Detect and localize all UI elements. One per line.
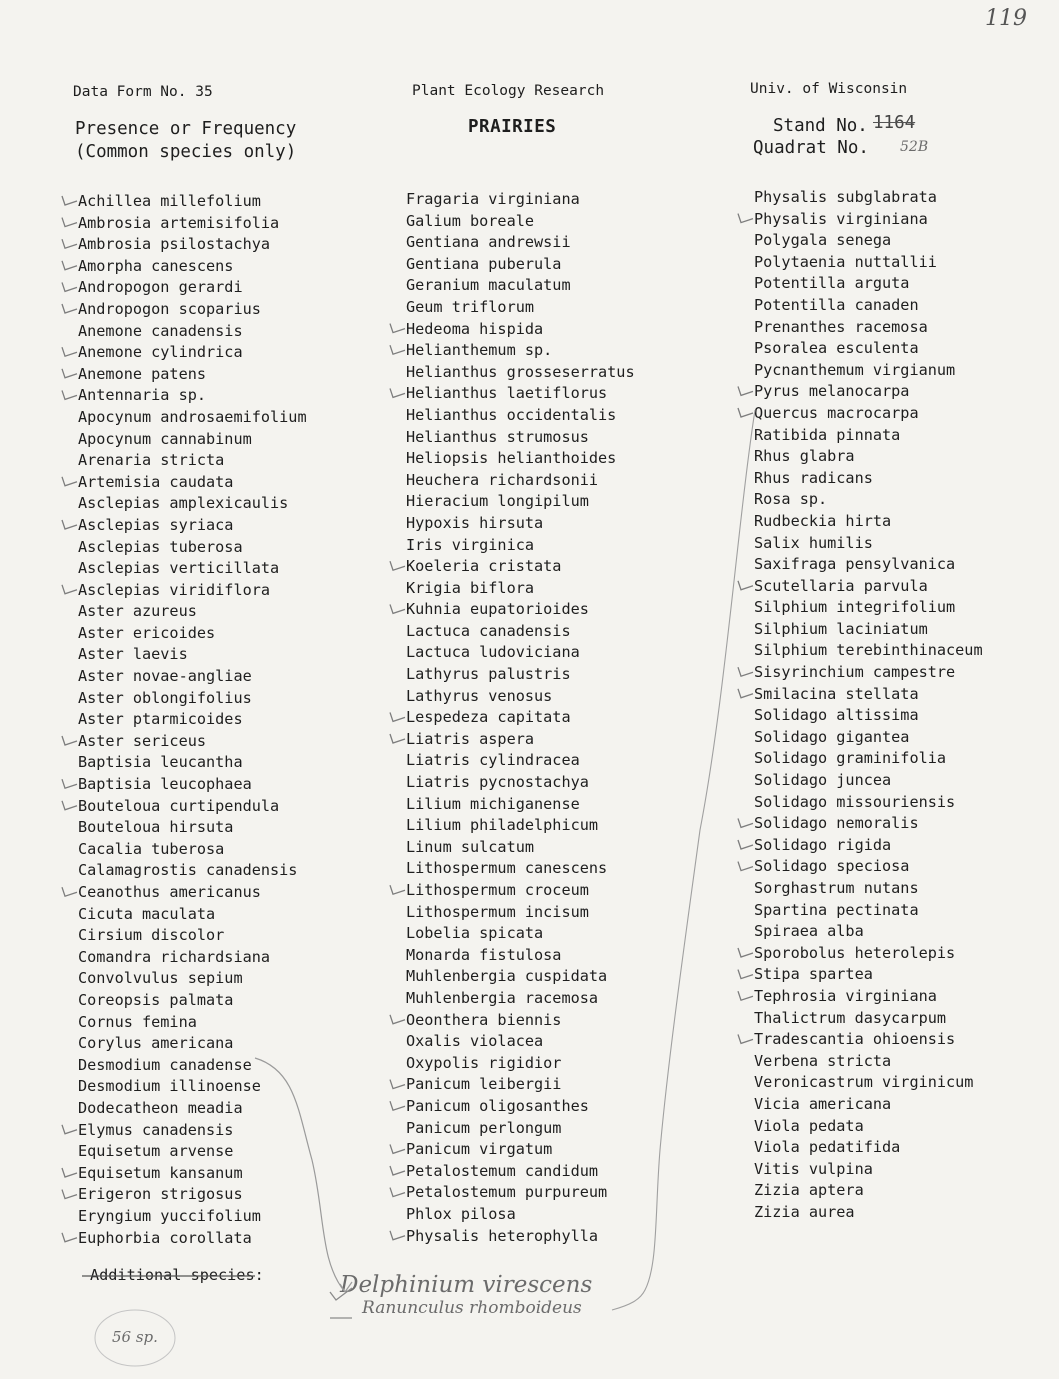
quadrat-label: Quadrat No. bbox=[753, 138, 869, 158]
species-item: Geranium maculatum bbox=[406, 276, 571, 295]
pencil-check-mark bbox=[390, 388, 405, 397]
species-item: Lilium michiganense bbox=[406, 794, 580, 813]
species-item: Lactuca ludoviciana bbox=[406, 643, 580, 662]
pencil-check-mark bbox=[738, 862, 753, 871]
species-item: Rudbeckia hirta bbox=[754, 511, 892, 530]
pencil-check-mark bbox=[390, 1144, 405, 1153]
species-item: Lespedeza capitata bbox=[406, 708, 571, 727]
species-item: Salix humilis bbox=[754, 533, 873, 552]
species-column-3 bbox=[754, 187, 983, 1224]
species-item: Anemone cylindrica bbox=[78, 343, 243, 362]
species-item: Panicum leibergii bbox=[406, 1075, 562, 1094]
species-item: Helianthus strumosus bbox=[406, 427, 589, 446]
species-item: Kuhnia eupatorioides bbox=[406, 600, 589, 619]
species-item: Phlox pilosa bbox=[406, 1204, 516, 1223]
species-item: Potentilla canaden bbox=[754, 295, 919, 314]
presence-line-2: (Common species only) bbox=[75, 142, 297, 162]
species-item: Bouteloua hirsuta bbox=[78, 818, 234, 837]
species-item: Heuchera richardsonii bbox=[406, 470, 599, 489]
pencil-check-mark bbox=[738, 689, 753, 698]
species-item: Stipa spartea bbox=[754, 965, 873, 984]
species-item: Anemone patens bbox=[78, 364, 207, 383]
species-item: Physalis heterophylla bbox=[406, 1226, 599, 1245]
species-item: Krigia biflora bbox=[406, 578, 535, 597]
species-item: Galium boreale bbox=[406, 211, 535, 230]
pencil-check-mark bbox=[738, 991, 753, 1000]
pencil-check-mark bbox=[738, 840, 753, 849]
species-item: Equisetum arvense bbox=[78, 1142, 234, 1161]
species-item: Psoralea esculenta bbox=[754, 339, 919, 358]
species-item: Veronicastrum virginicum bbox=[754, 1073, 974, 1092]
species-item: Cicuta maculata bbox=[78, 904, 216, 923]
species-item: Elymus canadensis bbox=[78, 1120, 234, 1139]
species-item: Apocynum cannabinum bbox=[78, 429, 252, 448]
page-title: PRAIRIES bbox=[468, 117, 557, 137]
pencil-check-mark bbox=[62, 801, 77, 810]
species-item: Smilacina stellata bbox=[754, 684, 919, 703]
species-item: Liatris cylindracea bbox=[406, 751, 580, 770]
pencil-check-mark bbox=[62, 218, 77, 227]
species-item: Lobelia spicata bbox=[406, 924, 544, 943]
species-item: Muhlenbergia cuspidata bbox=[406, 967, 608, 986]
species-item: Apocynum androsaemifolium bbox=[78, 407, 307, 426]
species-item: Lithospermum incisum bbox=[406, 902, 589, 921]
species-item: Panicum oligosanthes bbox=[406, 1096, 589, 1115]
pencil-check-mark bbox=[390, 1166, 405, 1175]
species-item: Spiraea alba bbox=[754, 922, 864, 941]
pencil-check-mark bbox=[738, 970, 753, 979]
species-item: Asclepias viridiflora bbox=[78, 580, 271, 599]
species-item: Quercus macrocarpa bbox=[754, 403, 919, 422]
pencil-check-mark bbox=[62, 520, 77, 529]
species-item: Lactuca canadensis bbox=[406, 621, 571, 640]
species-item: Lathyrus palustris bbox=[406, 665, 571, 684]
species-item: Cacalia tuberosa bbox=[78, 839, 225, 858]
species-item: Euphorbia corollata bbox=[78, 1228, 252, 1247]
species-item: Aster sericeus bbox=[78, 731, 207, 750]
pencil-check-mark bbox=[62, 477, 77, 486]
species-item: Dodecatheon meadia bbox=[78, 1098, 243, 1117]
species-item: Vicia americana bbox=[754, 1094, 892, 1113]
species-item: Hieracium longipilum bbox=[406, 492, 589, 511]
species-item: Baptisia leucophaea bbox=[78, 775, 252, 794]
species-item: Liatris pycnostachya bbox=[406, 773, 589, 792]
species-item: Monarda fistulosa bbox=[406, 945, 562, 964]
form-number: Data Form No. 35 bbox=[73, 84, 213, 100]
species-item: Silphium laciniatum bbox=[754, 619, 928, 638]
species-item: Solidago nemoralis bbox=[754, 814, 919, 833]
species-item: Koeleria cristata bbox=[406, 557, 562, 576]
species-item: Vitis vulpina bbox=[754, 1159, 873, 1178]
species-item: Solidago graminifolia bbox=[754, 749, 947, 768]
species-item: Oxalis violacea bbox=[406, 1032, 544, 1051]
pencil-check-mark bbox=[390, 345, 405, 354]
species-item: Ambrosia artemisifolia bbox=[78, 213, 280, 232]
species-item: Sporobolus heterolepis bbox=[754, 943, 956, 962]
pencil-check-mark bbox=[738, 667, 753, 676]
species-item: Fragaria virginiana bbox=[406, 190, 580, 208]
pencil-check-mark bbox=[738, 386, 753, 395]
species-item: Solidago juncea bbox=[754, 771, 892, 790]
pencil-check-mark bbox=[62, 239, 77, 248]
species-item: Comandra richardsiana bbox=[78, 947, 271, 966]
species-item: Aster ericoides bbox=[78, 623, 216, 642]
species-item: Eryngium yuccifolium bbox=[78, 1206, 261, 1225]
pencil-check-mark bbox=[62, 304, 77, 313]
species-column-2 bbox=[406, 189, 635, 1247]
species-item: Viola pedatifida bbox=[754, 1138, 901, 1157]
species-item: Achillea millefolium bbox=[78, 192, 261, 210]
species-item: Convolvulus sepium bbox=[78, 969, 243, 988]
pencil-check-mark bbox=[62, 390, 77, 399]
species-item: Petalostemum candidum bbox=[406, 1161, 599, 1180]
species-item: Andropogon gerardi bbox=[78, 278, 243, 297]
species-item: Artemisia caudata bbox=[78, 472, 234, 491]
pencil-check-mark bbox=[62, 347, 77, 356]
species-column-1 bbox=[78, 191, 307, 1249]
species-item: Sisyrinchium campestre bbox=[754, 663, 956, 682]
species-item: Iris virginica bbox=[406, 535, 535, 554]
species-item: Helianthus grosseserratus bbox=[406, 362, 635, 381]
species-item: Helianthemum sp. bbox=[406, 341, 553, 360]
additional-species-1: Delphinium virescens bbox=[340, 1272, 593, 1298]
species-item: Ambrosia psilostachya bbox=[78, 235, 271, 254]
species-item: Aster ptarmicoides bbox=[78, 710, 243, 729]
species-item: Desmodium illinoense bbox=[78, 1077, 261, 1096]
species-item: Solidago altissima bbox=[754, 706, 919, 725]
species-item: Potentilla arguta bbox=[754, 274, 910, 293]
species-item: Gentiana puberula bbox=[406, 254, 562, 273]
species-item: Lithospermum canescens bbox=[406, 859, 608, 878]
pencil-check-mark bbox=[62, 1125, 77, 1134]
pencil-check-mark bbox=[62, 1190, 77, 1199]
species-item: Solidago rigida bbox=[754, 835, 892, 854]
pencil-check-mark bbox=[390, 1188, 405, 1197]
organization: Plant Ecology Research bbox=[412, 83, 605, 99]
species-item: Aster oblongifolius bbox=[78, 688, 252, 707]
species-item: Pycnanthemum virgianum bbox=[754, 360, 956, 379]
species-item: Lilium philadelphicum bbox=[406, 816, 599, 835]
species-item: Petalostemum purpureum bbox=[406, 1183, 608, 1202]
species-item: Aster novae-angliae bbox=[78, 667, 252, 686]
species-item: Asclepias verticillata bbox=[78, 559, 280, 578]
species-item: Viola pedata bbox=[754, 1116, 864, 1135]
species-item: Verbena stricta bbox=[754, 1051, 892, 1070]
species-item: Liatris aspera bbox=[406, 729, 535, 748]
pencil-check-mark bbox=[738, 1034, 753, 1043]
species-item: Tephrosia virginiana bbox=[754, 986, 937, 1005]
species-item: Solidago gigantea bbox=[754, 727, 910, 746]
species-item: Baptisia leucantha bbox=[78, 753, 243, 772]
pencil-check-mark bbox=[390, 1231, 405, 1240]
pencil-check-mark bbox=[738, 214, 753, 223]
pencil-check-mark bbox=[390, 604, 405, 613]
stand-value: 1164 bbox=[873, 113, 916, 133]
stand-label: Stand No. bbox=[773, 116, 868, 136]
species-item: Arenaria stricta bbox=[78, 451, 225, 470]
species-item: Pyrus melanocarpa bbox=[754, 382, 910, 401]
species-item: Polygala senega bbox=[754, 231, 892, 250]
species-item: Asclepias syriaca bbox=[78, 515, 234, 534]
species-item: Panicum perlongum bbox=[406, 1118, 562, 1137]
pencil-check-mark bbox=[738, 581, 753, 590]
pencil-check-mark bbox=[738, 408, 753, 417]
species-item: Rosa sp. bbox=[754, 490, 828, 509]
pencil-check-mark bbox=[738, 948, 753, 957]
species-item: Amorpha canescens bbox=[78, 256, 234, 275]
species-item: Physalis subglabrata bbox=[754, 188, 937, 206]
species-item: Heliopsis helianthoides bbox=[406, 449, 617, 468]
pencil-check-mark bbox=[62, 1168, 77, 1177]
species-item: Erigeron strigosus bbox=[78, 1185, 243, 1204]
pencil-check-mark bbox=[390, 561, 405, 570]
presence-line-1: Presence or Frequency bbox=[75, 119, 297, 139]
species-item: Panicum virgatum bbox=[406, 1140, 553, 1159]
species-item: Rhus glabra bbox=[754, 447, 855, 466]
pencil-check-mark bbox=[62, 887, 77, 896]
species-item: Corylus americana bbox=[78, 1034, 234, 1053]
species-item: Coreopsis palmata bbox=[78, 990, 234, 1009]
pencil-check-mark bbox=[62, 736, 77, 745]
quadrat-value: 52B bbox=[900, 139, 929, 155]
species-item: Zizia aptera bbox=[754, 1181, 864, 1200]
species-item: Helianthus laetiflorus bbox=[406, 384, 608, 403]
species-item: Saxifraga pensylvanica bbox=[754, 555, 956, 574]
species-item: Desmodium canadense bbox=[78, 1055, 252, 1074]
species-item: Bouteloua curtipendula bbox=[78, 796, 280, 815]
pencil-check-mark bbox=[62, 1233, 77, 1242]
species-item: Helianthus occidentalis bbox=[406, 405, 617, 424]
pencil-check-mark bbox=[390, 712, 405, 721]
pencil-check-mark bbox=[390, 1101, 405, 1110]
university: Univ. of Wisconsin bbox=[750, 81, 908, 97]
species-item: Thalictrum dasycarpum bbox=[754, 1008, 947, 1027]
species-count: 56 sp. bbox=[112, 1328, 158, 1346]
species-item: Silphium integrifolium bbox=[754, 598, 956, 617]
species-item: Equisetum kansanum bbox=[78, 1163, 243, 1182]
species-item: Andropogon scoparius bbox=[78, 299, 261, 318]
species-item: Aster laevis bbox=[78, 645, 188, 664]
species-item: Calamagrostis canadensis bbox=[78, 861, 298, 880]
pencil-check-mark bbox=[390, 1080, 405, 1089]
species-item: Muhlenbergia racemosa bbox=[406, 988, 599, 1007]
pencil-check-mark bbox=[390, 885, 405, 894]
species-item: Antennaria sp. bbox=[78, 386, 207, 405]
pencil-check-mark bbox=[62, 282, 77, 291]
page-number: 119 bbox=[985, 6, 1027, 31]
species-item: Silphium terebinthinaceum bbox=[754, 641, 983, 660]
pencil-check-mark bbox=[738, 818, 753, 827]
species-item: Oxypolis rigidior bbox=[406, 1053, 562, 1072]
pencil-check-mark bbox=[390, 1015, 405, 1024]
species-item: Solidago missouriensis bbox=[754, 792, 956, 811]
species-item: Asclepias tuberosa bbox=[78, 537, 243, 556]
species-item: Sorghastrum nutans bbox=[754, 879, 919, 897]
species-item: Gentiana andrewsii bbox=[406, 233, 571, 252]
species-item: Lathyrus venosus bbox=[406, 686, 553, 705]
species-item: Zizia aurea bbox=[754, 1202, 855, 1221]
additional-species-2: Ranunculus rhomboideus bbox=[362, 1298, 582, 1318]
species-item: Physalis virginiana bbox=[754, 209, 928, 228]
species-item: Hypoxis hirsuta bbox=[406, 513, 544, 532]
species-item: Tradescantia ohioensis bbox=[754, 1030, 956, 1049]
species-item: Spartina pectinata bbox=[754, 900, 919, 919]
species-item: Cornus femina bbox=[78, 1012, 197, 1031]
additional-species-label: Additional species: bbox=[90, 1266, 264, 1284]
species-item: Lithospermum croceum bbox=[406, 881, 589, 899]
species-item: Hedeoma hispida bbox=[406, 319, 544, 338]
pencil-check-mark bbox=[62, 196, 77, 205]
species-item: Scutellaria parvula bbox=[754, 576, 928, 595]
species-item: Ceanothus americanus bbox=[78, 883, 261, 901]
pencil-check-mark bbox=[62, 779, 77, 788]
species-item: Ratibida pinnata bbox=[754, 425, 901, 444]
species-item: Rhus radicans bbox=[754, 468, 873, 487]
pencil-check-mark bbox=[62, 585, 77, 594]
species-item: Prenanthes racemosa bbox=[754, 317, 928, 336]
pencil-check-mark bbox=[390, 324, 405, 333]
species-item: Polytaenia nuttallii bbox=[754, 252, 937, 271]
pencil-check-mark bbox=[62, 369, 77, 378]
species-item: Asclepias amplexicaulis bbox=[78, 494, 289, 513]
additional-species-list bbox=[340, 1272, 592, 1318]
pencil-check-mark bbox=[62, 261, 77, 270]
species-item: Solidago speciosa bbox=[754, 857, 910, 876]
species-item: Geum triflorum bbox=[406, 297, 535, 316]
species-item: Oeonthera biennis bbox=[406, 1010, 562, 1029]
pencil-check-mark bbox=[390, 734, 405, 743]
presence-heading bbox=[75, 118, 296, 164]
species-item: Anemone canadensis bbox=[78, 321, 243, 340]
species-item: Cirsium discolor bbox=[78, 926, 225, 945]
species-item: Aster azureus bbox=[78, 602, 197, 621]
species-item: Linum sulcatum bbox=[406, 837, 535, 856]
